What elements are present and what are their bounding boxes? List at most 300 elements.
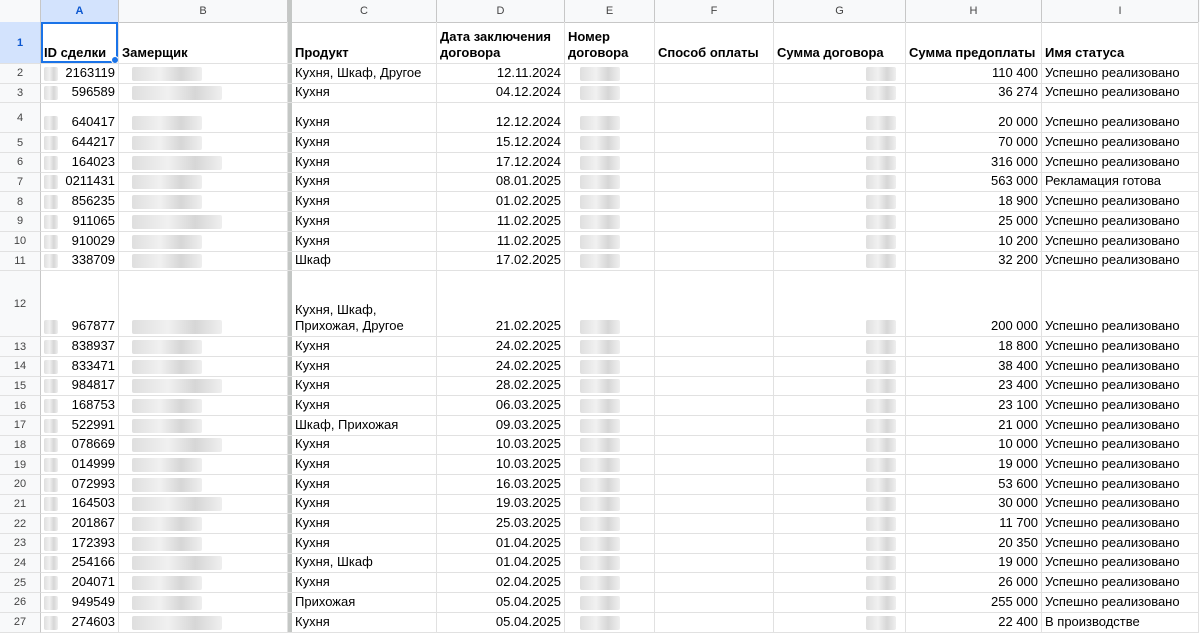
measurer-cell[interactable] [119,573,288,593]
status-cell[interactable]: Успешно реализовано [1042,192,1199,212]
prepayment-cell[interactable]: 25 000 [906,212,1042,232]
deal-id-cell[interactable] [41,554,119,574]
deal-id-cell[interactable] [41,514,119,534]
payment-method-cell[interactable] [655,396,774,416]
date-cell[interactable]: 16.03.2025 [437,475,565,495]
payment-method-cell[interactable] [655,271,774,337]
header-cell-f[interactable]: Способ оплаты [655,22,774,64]
redacted-block [132,156,222,170]
deal-id-text: 338709 [71,252,115,268]
deal-id-cell[interactable] [41,271,119,337]
deal-id-cell[interactable] [41,534,119,554]
measurer-cell[interactable] [119,416,288,436]
status-cell[interactable]: Успешно реализовано [1042,337,1199,357]
prepayment-cell[interactable]: 316 000 [906,153,1042,173]
header-cell-i[interactable]: Имя статуса [1042,22,1199,64]
deal-id-cell[interactable] [41,573,119,593]
contract-sum-cell[interactable] [774,495,906,515]
payment-method-cell[interactable] [655,212,774,232]
product-cell[interactable]: Кухня [292,153,437,173]
product-cell[interactable]: Кухня [292,232,437,252]
date-cell[interactable]: 21.02.2025 [437,271,565,337]
payment-method-cell[interactable] [655,133,774,153]
status-cell[interactable]: Успешно реализовано [1042,573,1199,593]
contract-number-cell[interactable] [565,495,655,515]
deal-id-cell[interactable] [41,593,119,613]
product-cell[interactable]: Кухня [292,436,437,456]
row-number[interactable]: 22 [0,514,41,534]
date-cell[interactable]: 01.02.2025 [437,192,565,212]
product-cell[interactable]: Кухня [292,377,437,397]
column-header-a[interactable]: A [41,0,119,23]
product-cell[interactable]: Шкаф, Прихожая [292,416,437,436]
status-cell[interactable]: Успешно реализовано [1042,357,1199,377]
column-header-c[interactable]: C [292,0,437,23]
deal-id-cell[interactable] [41,232,119,252]
contract-number-cell[interactable] [565,252,655,272]
deal-id-text: 072993 [71,475,115,491]
prepayment-cell[interactable]: 23 400 [906,377,1042,397]
product-cell[interactable]: Кухня [292,455,437,475]
deal-id-cell[interactable] [41,337,119,357]
prepayment-cell[interactable]: 10 200 [906,232,1042,252]
contract-number-cell[interactable] [565,153,655,173]
row-number[interactable]: 23 [0,534,41,554]
row-number[interactable]: 10 [0,232,41,252]
measurer-cell[interactable] [119,554,288,574]
status-cell[interactable]: Успешно реализовано [1042,232,1199,252]
contract-number-cell[interactable] [565,514,655,534]
date-cell[interactable]: 24.02.2025 [437,337,565,357]
contract-number-cell[interactable] [565,416,655,436]
product-cell[interactable]: Шкаф [292,252,437,272]
status-cell[interactable]: Успешно реализовано [1042,103,1199,133]
prepayment-cell[interactable]: 30 000 [906,495,1042,515]
contract-sum-cell[interactable] [774,212,906,232]
column-header-i[interactable]: I [1042,0,1199,23]
payment-method-cell[interactable] [655,84,774,104]
deal-id-cell[interactable] [41,192,119,212]
measurer-cell[interactable] [119,455,288,475]
deal-id-cell[interactable] [41,377,119,397]
product-cell[interactable]: Кухня [292,613,437,633]
payment-method-cell[interactable] [655,475,774,495]
status-cell[interactable]: Успешно реализовано [1042,64,1199,84]
payment-method-cell[interactable] [655,613,774,633]
row-number[interactable]: 14 [0,357,41,377]
contract-sum-cell[interactable] [774,514,906,534]
contract-number-cell[interactable] [565,554,655,574]
payment-method-cell[interactable] [655,593,774,613]
contract-number-cell[interactable] [565,64,655,84]
status-cell[interactable]: Рекламация готова [1042,173,1199,193]
row-number[interactable]: 27 [0,613,41,633]
contract-sum-cell[interactable] [774,252,906,272]
status-cell[interactable]: Успешно реализовано [1042,455,1199,475]
row-number[interactable]: 25 [0,573,41,593]
payment-method-cell[interactable] [655,173,774,193]
contract-sum-cell[interactable] [774,103,906,133]
prepayment-cell[interactable]: 53 600 [906,475,1042,495]
status-cell[interactable]: Успешно реализовано [1042,514,1199,534]
date-cell[interactable]: 24.02.2025 [437,357,565,377]
measurer-cell[interactable] [119,103,288,133]
status-cell[interactable]: Успешно реализовано [1042,593,1199,613]
measurer-cell[interactable] [119,475,288,495]
product-cell[interactable]: Кухня [292,475,437,495]
payment-method-cell[interactable] [655,495,774,515]
payment-method-cell[interactable] [655,416,774,436]
measurer-cell[interactable] [119,436,288,456]
deal-id-cell[interactable] [41,212,119,232]
date-cell[interactable]: 01.04.2025 [437,534,565,554]
header-cell-a[interactable]: ID сделки [41,22,119,64]
prepayment-cell[interactable]: 20 000 [906,103,1042,133]
row-number[interactable]: 1 [0,22,41,64]
product-cell[interactable]: Кухня [292,192,437,212]
contract-number-cell[interactable] [565,103,655,133]
contract-number-cell[interactable] [565,84,655,104]
payment-method-cell[interactable] [655,554,774,574]
deal-id-cell[interactable] [41,103,119,133]
contract-sum-cell[interactable] [774,573,906,593]
date-cell[interactable]: 08.01.2025 [437,173,565,193]
redacted-block [580,419,620,433]
date-cell[interactable]: 19.03.2025 [437,495,565,515]
column-header-e[interactable]: E [565,0,655,23]
contract-sum-cell[interactable] [774,64,906,84]
contract-sum-cell[interactable] [774,475,906,495]
date-cell[interactable]: 06.03.2025 [437,396,565,416]
prepayment-cell[interactable]: 19 000 [906,554,1042,574]
redacted-block [580,556,620,570]
deal-id-cell[interactable] [41,173,119,193]
contract-sum-cell[interactable] [774,416,906,436]
deal-id-cell[interactable] [41,252,119,272]
deal-id-cell[interactable] [41,495,119,515]
status-cell[interactable]: Успешно реализовано [1042,436,1199,456]
status-cell[interactable]: Успешно реализовано [1042,133,1199,153]
column-header-h[interactable]: H [906,0,1042,23]
deal-id-cell[interactable] [41,416,119,436]
prepayment-cell[interactable]: 255 000 [906,593,1042,613]
prepayment-cell[interactable]: 32 200 [906,252,1042,272]
measurer-cell[interactable] [119,192,288,212]
row-number[interactable]: 6 [0,153,41,173]
contract-sum-cell[interactable] [774,554,906,574]
deal-id-cell[interactable] [41,357,119,377]
date-cell[interactable]: 05.04.2025 [437,613,565,633]
deal-id-cell[interactable] [41,64,119,84]
measurer-cell[interactable] [119,357,288,377]
payment-method-cell[interactable] [655,357,774,377]
row-number[interactable]: 21 [0,495,41,515]
row-number[interactable]: 26 [0,593,41,613]
row-number[interactable]: 9 [0,212,41,232]
contract-sum-cell[interactable] [774,613,906,633]
prepayment-cell[interactable]: 200 000 [906,271,1042,337]
contract-sum-cell[interactable] [774,337,906,357]
contract-sum-cell[interactable] [774,133,906,153]
status-cell[interactable]: Успешно реализовано [1042,84,1199,104]
row-number[interactable]: 5 [0,133,41,153]
row-number[interactable]: 16 [0,396,41,416]
prepayment-cell[interactable]: 18 800 [906,337,1042,357]
measurer-cell[interactable] [119,252,288,272]
select-all-corner[interactable] [0,0,41,23]
deal-id-cell[interactable] [41,475,119,495]
status-cell[interactable]: Успешно реализовано [1042,252,1199,272]
contract-number-cell[interactable] [565,593,655,613]
prepayment-cell[interactable]: 11 700 [906,514,1042,534]
contract-number-cell[interactable] [565,436,655,456]
fill-handle[interactable] [111,56,119,64]
date-cell[interactable]: 09.03.2025 [437,416,565,436]
contract-sum-cell[interactable] [774,436,906,456]
prepayment-cell[interactable]: 18 900 [906,192,1042,212]
redacted-block [132,438,222,452]
contract-sum-cell[interactable] [774,192,906,212]
payment-method-cell[interactable] [655,252,774,272]
product-cell[interactable]: Кухня [292,396,437,416]
contract-number-cell[interactable] [565,173,655,193]
product-cell[interactable]: Кухня [292,173,437,193]
date-cell[interactable]: 25.03.2025 [437,514,565,534]
row-number[interactable]: 17 [0,416,41,436]
column-header-d[interactable]: D [437,0,565,23]
status-cell[interactable]: Успешно реализовано [1042,554,1199,574]
measurer-cell[interactable] [119,271,288,337]
payment-method-cell[interactable] [655,192,774,212]
status-cell[interactable]: Успешно реализовано [1042,212,1199,232]
row-number[interactable]: 19 [0,455,41,475]
redacted-block [44,195,58,209]
row-number[interactable]: 12 [0,271,41,337]
deal-id-cell[interactable] [41,613,119,633]
status-cell[interactable]: Успешно реализовано [1042,534,1199,554]
contract-sum-cell[interactable] [774,84,906,104]
deal-id-cell[interactable] [41,133,119,153]
payment-method-cell[interactable] [655,573,774,593]
product-cell[interactable]: Кухня [292,133,437,153]
product-cell[interactable]: Прихожая [292,593,437,613]
redacted-block [866,340,896,354]
redacted-block [44,517,58,531]
date-cell[interactable]: 10.03.2025 [437,436,565,456]
prepayment-cell[interactable]: 26 000 [906,573,1042,593]
product-cell[interactable]: Кухня [292,84,437,104]
row-number[interactable]: 15 [0,377,41,397]
product-cell[interactable]: Кухня [292,103,437,133]
header-cell-e[interactable]: Номер договора [565,22,655,64]
measurer-cell[interactable] [119,613,288,633]
row-number[interactable]: 24 [0,554,41,574]
contract-number-cell[interactable] [565,573,655,593]
measurer-cell[interactable] [119,84,288,104]
header-cell-g[interactable]: Сумма договора [774,22,906,64]
prepayment-cell[interactable]: 21 000 [906,416,1042,436]
payment-method-cell[interactable] [655,103,774,133]
header-cell-b[interactable]: Замерщик [119,22,288,64]
prepayment-cell[interactable]: 38 400 [906,357,1042,377]
redacted-block [866,379,896,393]
contract-sum-cell[interactable] [774,455,906,475]
deal-id-cell[interactable] [41,84,119,104]
payment-method-cell[interactable] [655,455,774,475]
status-cell[interactable]: Успешно реализовано [1042,416,1199,436]
status-cell[interactable]: Успешно реализовано [1042,271,1199,337]
date-cell[interactable]: 10.03.2025 [437,455,565,475]
row-number[interactable]: 11 [0,252,41,272]
contract-number-cell[interactable] [565,133,655,153]
measurer-cell[interactable] [119,514,288,534]
contract-sum-cell[interactable] [774,173,906,193]
redacted-block [580,254,620,268]
measurer-cell[interactable] [119,337,288,357]
row-number[interactable]: 20 [0,475,41,495]
contract-number-cell[interactable] [565,475,655,495]
contract-number-cell[interactable] [565,377,655,397]
status-cell[interactable]: Успешно реализовано [1042,153,1199,173]
column-header-b[interactable]: B [119,0,288,23]
measurer-cell[interactable] [119,534,288,554]
date-cell[interactable]: 12.12.2024 [437,103,565,133]
date-cell[interactable]: 04.12.2024 [437,84,565,104]
status-cell[interactable]: В производстве [1042,613,1199,633]
product-cell[interactable]: Кухня [292,495,437,515]
column-header-g[interactable]: G [774,0,906,23]
deal-id-cell[interactable] [41,396,119,416]
date-cell[interactable]: 17.12.2024 [437,153,565,173]
contract-number-cell[interactable] [565,455,655,475]
contract-number-cell[interactable] [565,396,655,416]
measurer-cell[interactable] [119,153,288,173]
date-cell[interactable]: 01.04.2025 [437,554,565,574]
payment-method-cell[interactable] [655,153,774,173]
column-header-f[interactable]: F [655,0,774,23]
product-cell[interactable]: Кухня [292,534,437,554]
product-cell[interactable]: Кухня, Шкаф [292,554,437,574]
date-cell[interactable]: 17.02.2025 [437,252,565,272]
payment-method-cell[interactable] [655,64,774,84]
contract-number-cell[interactable] [565,271,655,337]
date-cell[interactable]: 15.12.2024 [437,133,565,153]
prepayment-cell[interactable]: 563 000 [906,173,1042,193]
prepayment-cell[interactable]: 10 000 [906,436,1042,456]
status-cell[interactable]: Успешно реализовано [1042,396,1199,416]
prepayment-cell[interactable]: 70 000 [906,133,1042,153]
redacted-block [132,497,222,511]
prepayment-cell[interactable]: 22 400 [906,613,1042,633]
date-cell[interactable]: 12.11.2024 [437,64,565,84]
payment-method-cell[interactable] [655,377,774,397]
redacted-block [580,86,620,100]
contract-sum-cell[interactable] [774,396,906,416]
contract-sum-cell[interactable] [774,153,906,173]
measurer-cell[interactable] [119,212,288,232]
contract-sum-cell[interactable] [774,232,906,252]
prepayment-cell[interactable]: 23 100 [906,396,1042,416]
product-cell[interactable]: Кухня [292,212,437,232]
date-cell[interactable]: 02.04.2025 [437,573,565,593]
prepayment-cell[interactable]: 110 400 [906,64,1042,84]
product-cell[interactable]: Кухня [292,514,437,534]
measurer-cell[interactable] [119,173,288,193]
redacted-block [132,537,202,551]
contract-sum-cell[interactable] [774,534,906,554]
date-cell[interactable]: 05.04.2025 [437,593,565,613]
contract-number-cell[interactable] [565,337,655,357]
payment-method-cell[interactable] [655,232,774,252]
redacted-block [44,556,58,570]
payment-method-cell[interactable] [655,436,774,456]
measurer-cell[interactable] [119,593,288,613]
payment-method-cell[interactable] [655,534,774,554]
row-number[interactable]: 2 [0,64,41,84]
redacted-block [44,379,58,393]
row-number[interactable]: 7 [0,173,41,193]
deal-id-cell[interactable] [41,153,119,173]
deal-id-cell[interactable] [41,455,119,475]
header-cell-c[interactable]: Продукт [292,22,437,64]
contract-number-cell[interactable] [565,357,655,377]
product-cell[interactable]: Кухня, Шкаф, Прихожая, Другое [292,271,437,337]
row-number[interactable]: 4 [0,103,41,133]
measurer-cell[interactable] [119,64,288,84]
contract-number-cell[interactable] [565,534,655,554]
product-cell[interactable]: Кухня [292,573,437,593]
prepayment-cell[interactable]: 20 350 [906,534,1042,554]
contract-sum-cell[interactable] [774,271,906,337]
prepayment-cell[interactable]: 36 274 [906,84,1042,104]
redacted-block [44,156,58,170]
measurer-cell[interactable] [119,377,288,397]
date-cell[interactable]: 28.02.2025 [437,377,565,397]
status-cell[interactable]: Успешно реализовано [1042,475,1199,495]
product-cell[interactable]: Кухня, Шкаф, Другое [292,64,437,84]
measurer-cell[interactable] [119,133,288,153]
measurer-cell[interactable] [119,232,288,252]
row-number[interactable]: 18 [0,436,41,456]
status-cell[interactable]: Успешно реализовано [1042,495,1199,515]
contract-sum-cell[interactable] [774,593,906,613]
row-number[interactable]: 8 [0,192,41,212]
redacted-block [866,136,896,150]
product-cell[interactable]: Кухня [292,357,437,377]
measurer-cell[interactable] [119,495,288,515]
payment-method-cell[interactable] [655,514,774,534]
header-cell-d[interactable]: Дата заключения договора [437,22,565,64]
date-cell[interactable]: 11.02.2025 [437,232,565,252]
measurer-cell[interactable] [119,396,288,416]
contract-sum-cell[interactable] [774,357,906,377]
deal-id-cell[interactable] [41,436,119,456]
contract-number-cell[interactable] [565,232,655,252]
payment-method-cell[interactable] [655,337,774,357]
date-cell[interactable]: 11.02.2025 [437,212,565,232]
contract-number-cell[interactable] [565,192,655,212]
status-cell[interactable]: Успешно реализовано [1042,377,1199,397]
header-cell-h[interactable]: Сумма предоплаты [906,22,1042,64]
row-number[interactable]: 13 [0,337,41,357]
prepayment-cell[interactable]: 19 000 [906,455,1042,475]
contract-number-cell[interactable] [565,613,655,633]
product-cell[interactable]: Кухня [292,337,437,357]
contract-sum-cell[interactable] [774,377,906,397]
row-number[interactable]: 3 [0,84,41,104]
redacted-block [44,116,58,130]
contract-number-cell[interactable] [565,212,655,232]
